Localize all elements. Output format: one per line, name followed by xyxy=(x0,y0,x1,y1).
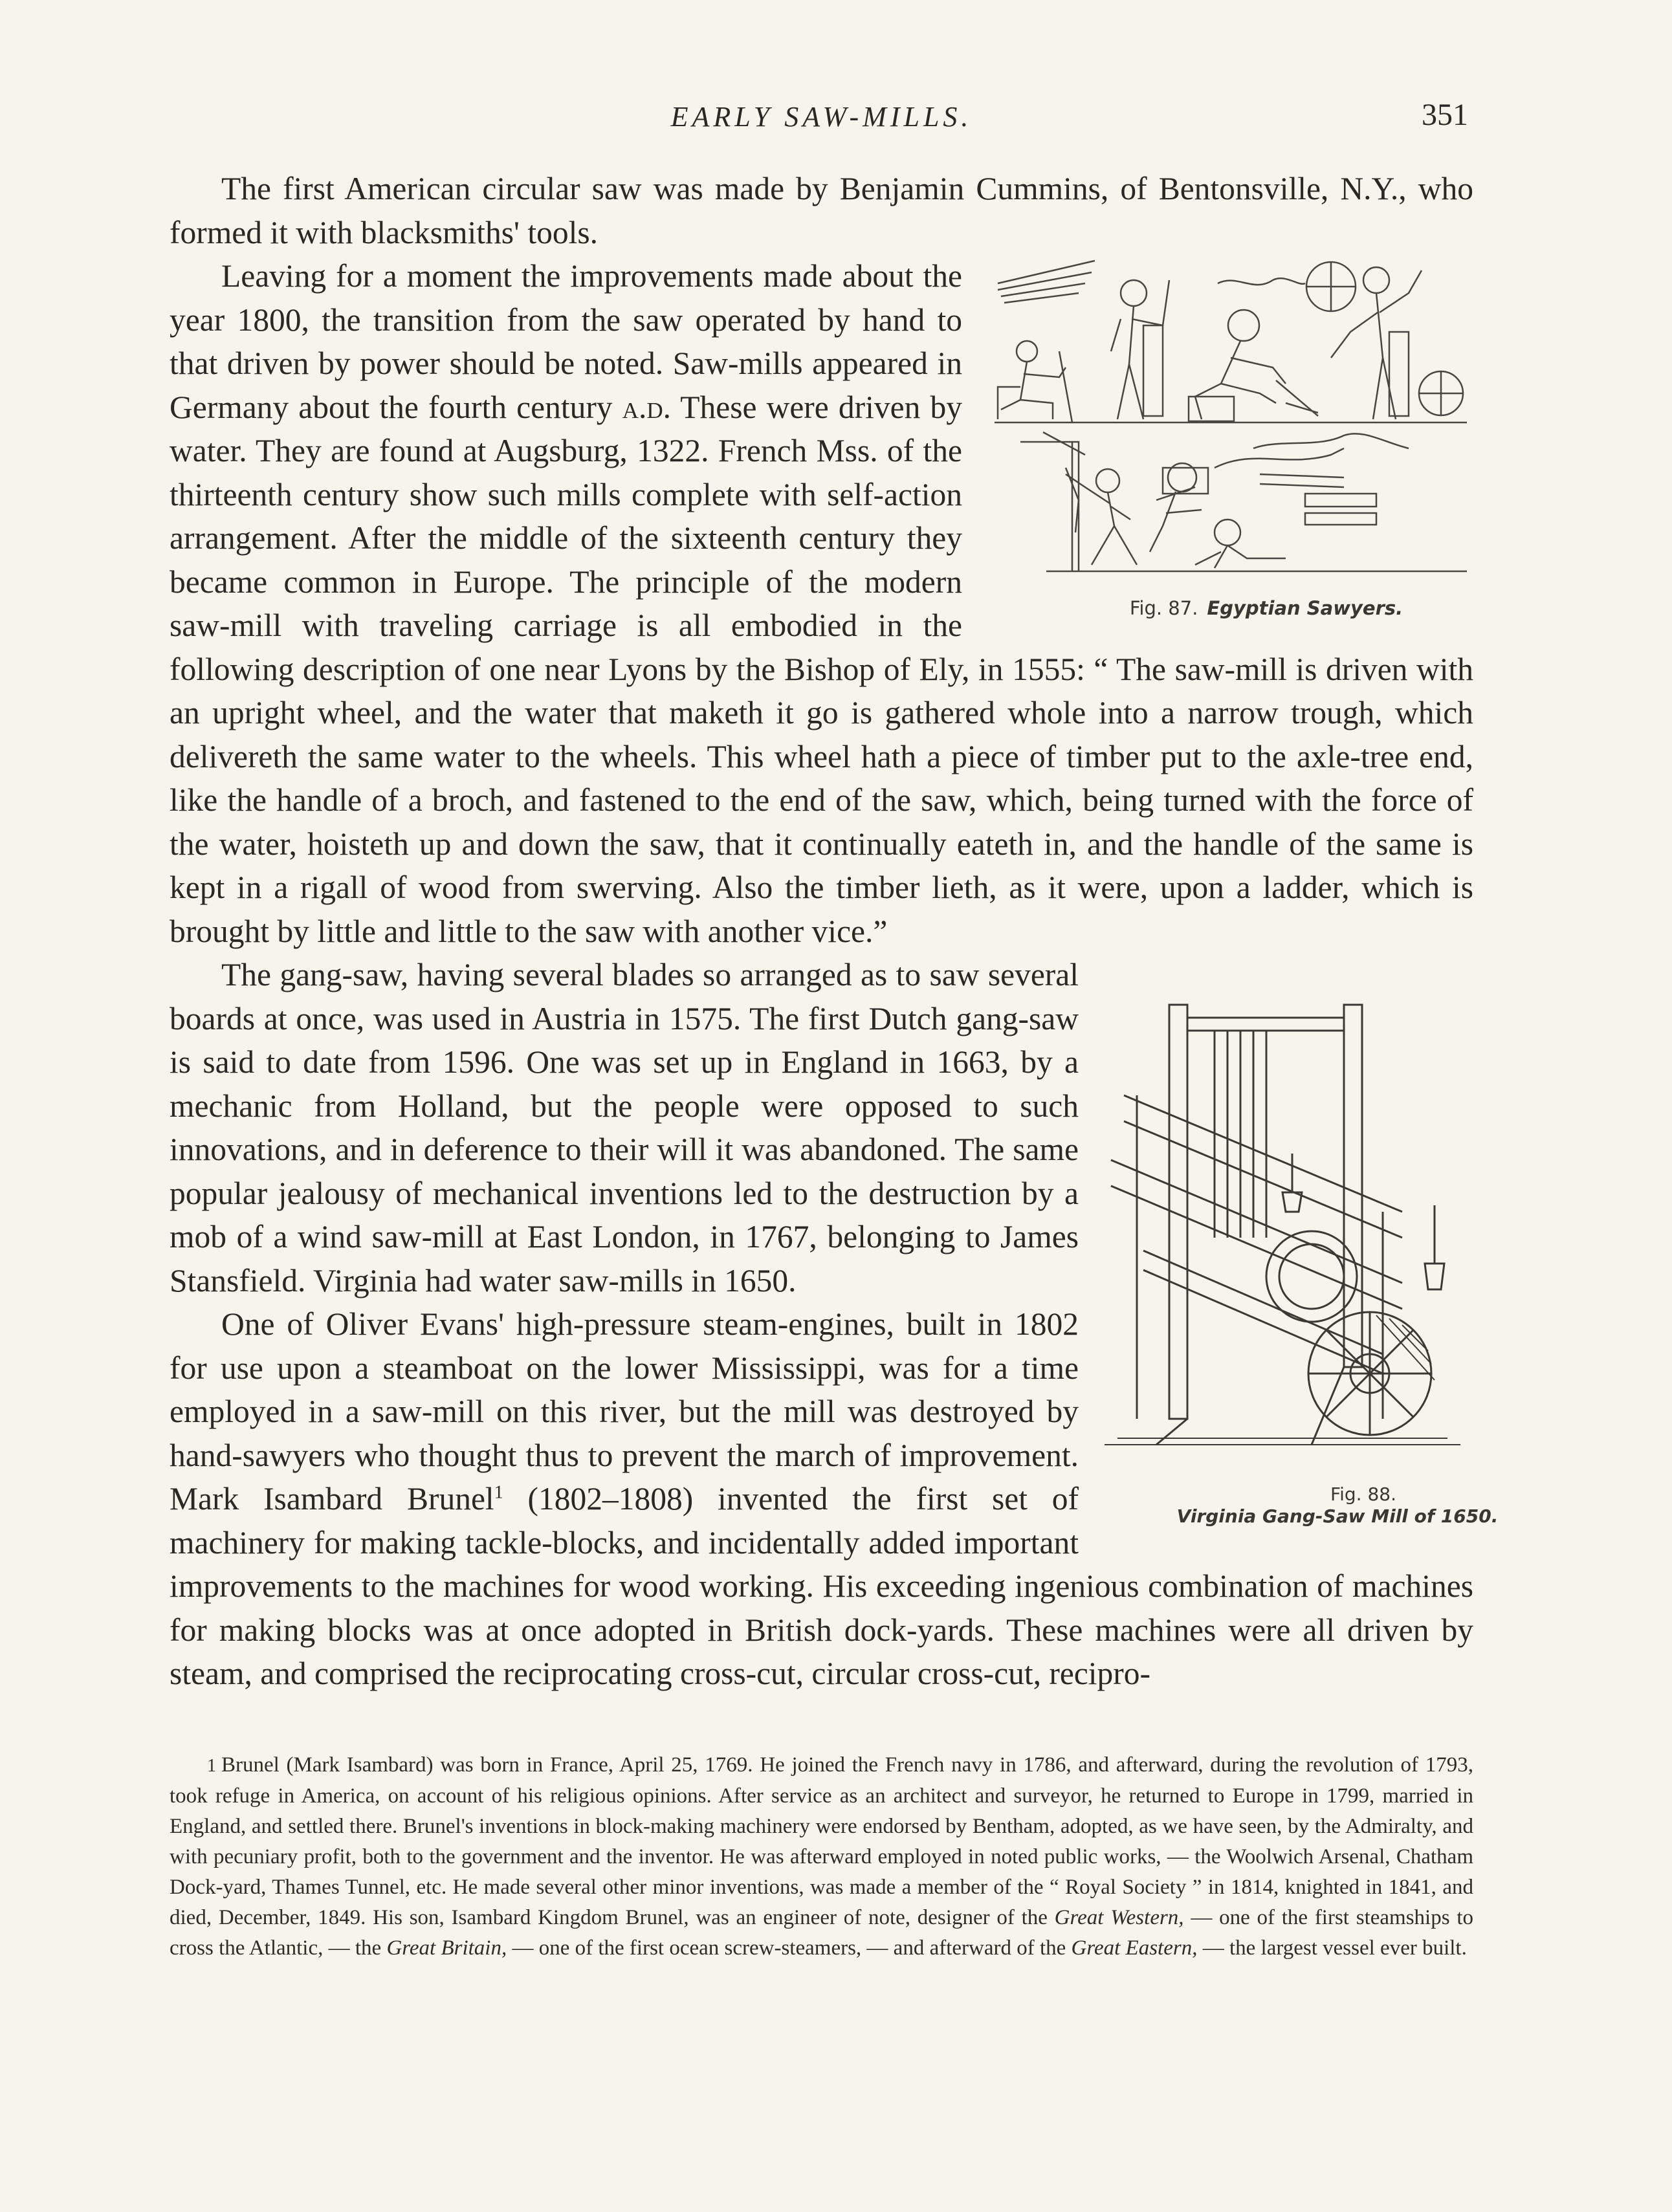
page-number: 351 xyxy=(1422,98,1468,132)
paragraph-2 xyxy=(170,254,1473,953)
paragraph-2-part-a: Leaving for a moment the improvements made about the year 1800, the transition from the saw operated by hand to that driven by power should be noted. Saw-mills appeared in Germany about the fourth century xyxy=(170,258,962,425)
gang-saw-mill-illustration xyxy=(1098,992,1473,1471)
figure-88-caption xyxy=(1150,1484,1525,1527)
egyptian-sawyers-illustration xyxy=(982,254,1473,591)
paragraph-3-text: The gang-saw, having several blades so arranged as to saw several boards at once, was used in Austria in 1575. The first Dutch gang-saw is said to date from 1596. One was set up in England in 1663, by a mechanic from Holland, but the people were opposed to such innovations, and in deference to their will it was abandoned. The same popular jealousy of mechanical inventions led to the destruction by a mob of a wind saw-mill at East London, in 1767, belonging to James Stansfield. Virginia had water saw-mills in 1650. xyxy=(170,957,1079,1298)
body-text xyxy=(170,167,1499,1696)
figure-88-title: Virginia Gang-Saw Mill of 1650. xyxy=(1176,1505,1499,1527)
paragraph-1: The first American circular saw was made by Benjamin Cummins, of Bentonsville, N.Y., who formed it with blacksmiths' tools. xyxy=(170,171,1473,250)
figure-88 xyxy=(1098,992,1499,1529)
paragraph-4-part-a: One of Oliver Evans' high-pressure steam-engines, built in 1802 for use upon a steamboat on the lower Mississippi, was for a time employed in a saw-mill on this river, but the mill was destroyed by hand-sawyers who thought thus to prevent the march of improvement. Mark Isambard Brunel xyxy=(170,1306,1079,1517)
ship-name-great-eastern: Great Eastern, xyxy=(1071,1936,1198,1960)
footnote-1 xyxy=(170,1750,1473,1964)
era-abbreviation: a.d. xyxy=(622,389,672,425)
paragraph-2-part-b: These were driven by water. They are found at Augsburg, 1322. French Mss. of the thirteenth century show such mills complete with self-action arrangement. After the middle of the sixteenth century they became common in Europe. The principle of the modern saw-mill with traveling carriage is all embodied in the following description of one near Lyons by the Bishop of Ely, in 1555: “ The saw-mill is driven with an upright wheel, and the water that maketh it go is gathered whole into a narrow trough, which delivereth the same water to the wheels. This wheel hath a piece of timber put to the axle-tree end, like the handle of a broch, and fastened to the end of the saw, which, being turned with the force of the water, hoisteth up and down the saw, that it continually eateth in, and the handle of the same is kept in a rigall of wood from swerving. Also the timber lieth, as it were, upon a ladder, which is brought by little and little to the saw with another vice.” xyxy=(170,389,1473,949)
figure-88-label: Fig. 88. xyxy=(1330,1484,1396,1505)
footnote-text-c: — one of the first ocean screw-steamers, — and afterward of the xyxy=(507,1936,1072,1960)
ship-name-great-britain: Great Britain, xyxy=(386,1936,507,1960)
figure-87-caption xyxy=(995,597,1486,620)
figure-87-title: Egyptian Sawyers. xyxy=(1207,597,1403,619)
footnote-mark: 1 xyxy=(207,1756,216,1776)
running-head xyxy=(175,97,1468,142)
paragraph-4-part-b: (1802–1808) invented the first set of machinery for making tackle-blocks, and incidentally added important improvements to the machines for wood working. His exceeding ingenious combination of machines for making blocks was at once adopted in British dock-yards. These machines were all driven by steam, and comprised the reciprocating cross-cut, circular cross-cut, recipro- xyxy=(170,1481,1473,1691)
ship-name-great-western: Great Western, xyxy=(1054,1906,1184,1929)
figure-87 xyxy=(982,254,1473,633)
figure-87-label: Fig. 87. xyxy=(1129,597,1198,619)
footnote-text-a: Brunel (Mark Isambard) was born in France, April 25, 1769. He joined the French navy in 1786, and afterward, during the revolution of 1793, took refuge in America, on account of his religious opinions. After service as an architect and surveyor, he returned to Europe in 1799, married in England, and settled there. Brunel's inventions in block-making machinery were endorsed by Bentham, adopted, as we have seen, by the Admiralty, and with pecuniary profit, both to the government and the inventor. He was afterward employed in noted public works, — the Woolwich Arsenal, Chatham Dock-yard, Thames Tunnel, etc. He made several other minor inventions, was made a member of the “ Royal Society ” in 1814, knighted in 1841, and died, December, 1849. His son, Isambard Kingdom Brunel, was an engineer of note, designer of the xyxy=(170,1753,1473,1929)
footnote-text-b: — one of the first steamships to cross the Atlantic, — the xyxy=(170,1906,1473,1960)
footnotes xyxy=(170,1750,1473,1964)
footnote-reference: 1 xyxy=(494,1482,503,1503)
running-head-title: EARLY SAW-MILLS. xyxy=(670,101,973,133)
footnote-text-d: — the largest vessel ever built. xyxy=(1197,1936,1467,1960)
